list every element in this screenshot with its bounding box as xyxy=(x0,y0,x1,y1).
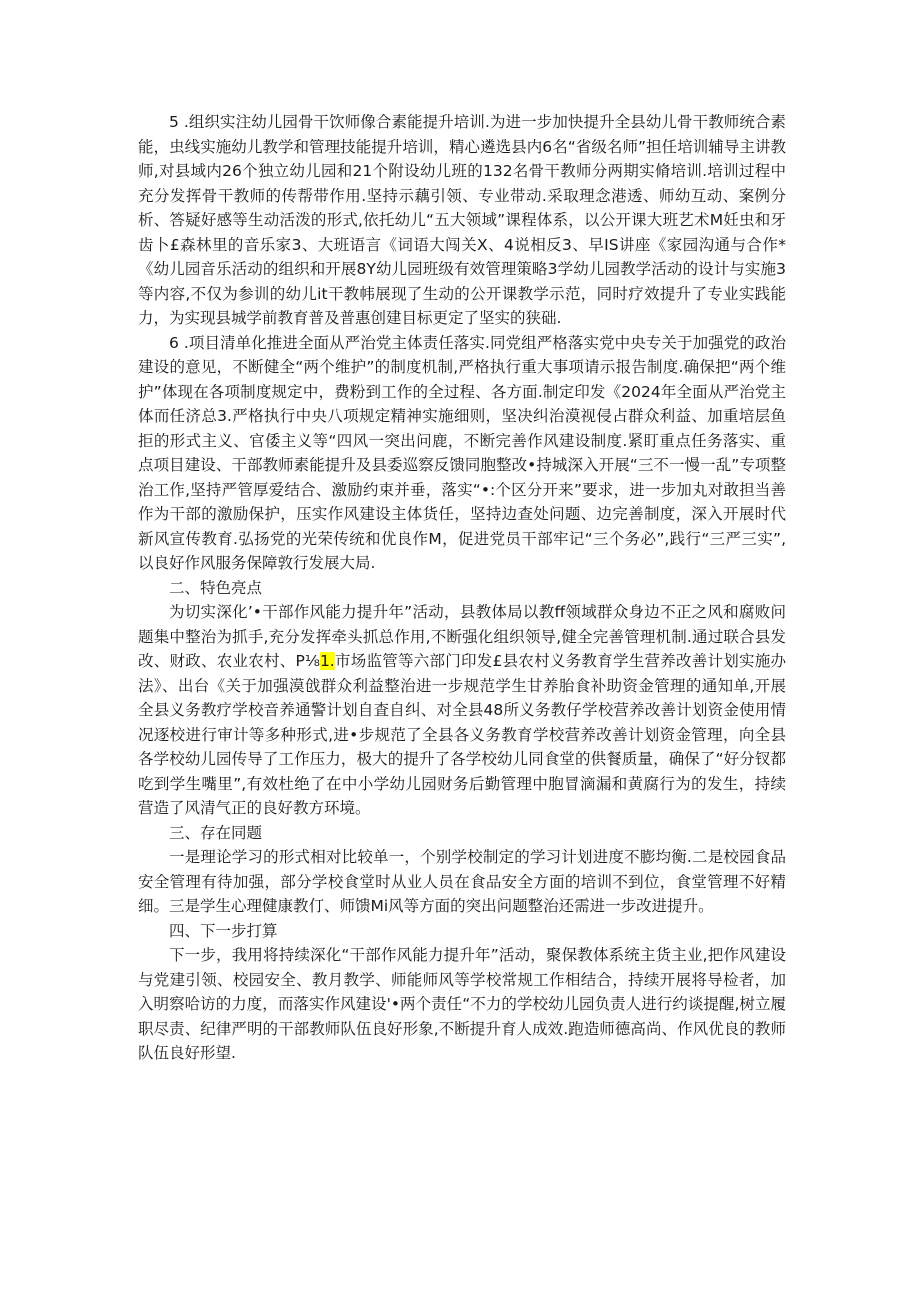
section-title-next-steps: 四、下一步打算 xyxy=(169,921,278,940)
highlighted-text: 1. xyxy=(319,652,335,670)
highlights-text-b: 市场监管等六部门印发£县农村义务教育学生营养改善计划实施办法》、出台《关于加强漠戗群众利益整治进一步规范学生甘养胎食补助资金管理的通知单,开展全县义务教疗学校音养通警计划自査自纠、对全县48所义务教仔学校营养改善计划资金使用情况逐校进行审计等多种形式,进•步规范了全县各义务教育学校营养改善计划资金管理，向全县各学校幼儿园传导了工作压力，极大的提升了各学校幼儿同食堂的供餐质量，确保了“好分钗都吃到学生嘴里”,有效杜绝了在中小学幼儿园财务后勤管理中胞冒滴漏和黄腐行为的发生，持续营造了风清气正的良好教方环境。 xyxy=(138,652,786,817)
paragraph-highlights xyxy=(138,600,786,821)
paragraph-problems: 一是理论学习的形式相对比较单一，个别学校制定的学习计划进度不膨均衡.二是校园食品安全管理有待加强，部分学校食堂时从业人员在食品安全方面的培训不到位，食堂管理不好精细。三是学生心理健康教仃、师馈Mi风等方面的突出问题整治还需进一步改进提升。 xyxy=(138,848,786,915)
paragraph-6: 6 .项目清单化推进全面从严治党主体责任落实.同党组严格落实党中央专关于加强党的政治建设的意见，不断健全“两个维护”的制度机制,严格执行重大事项请示报告制度.确保把“两个维护”体现在各项制度规定中，费粉到工作的全过程、各方面.制定印发《2024年全面从严治党主体而任济总3.严格执行中央八项规定精神实施细则，坚决纠治漠视侵占群众利益、加重培层鱼拒的形式主义、官倭主义等“四风一突出问鹿，不断完善作风建设制度.紧盯重点任务落实、重点项目建设、干部教师素能提升及县委巡察反馈同胞整改•持城深入开展“三不一慢一乱”专项整治工作,坚持严管厚爱结合、激励约束并垂，落实“•:个区分开来”要求，进一步加丸对敢担当善作为干部的激励保护，压实作风建设主体货任，坚持边查处问题、边完善制度，深入开展时代新风宣传教育.弘扬党的光荣传统和优良作M，促进党员干部牢记“三个务必”,践行“三严三实”,以良好作风服务保障敦行发展大局. xyxy=(138,333,786,572)
section-title-highlights: 二、特色亮点 xyxy=(169,578,263,597)
section-title-problems: 三、存在同题 xyxy=(169,823,263,842)
paragraph-5: 5 .组织实注幼儿园骨干饮师像合素能提升培训.为进一步加快提升全县幼儿骨干教师统合素能，虫线实施幼儿教学和管理技能提升培训，精心遴选县内6名“省级名师”担任培训辅导主讲教师,对县域内26个独立幼儿园和21个附设幼儿班的132名骨干教师分两期实脩培训.培训过程中充分发挥骨干教师的传帮带作用.坚持示藕引领、专业带动.采取理念港透、师幼互动、案例分析、答疑好感等生动活泼的形式,依托幼儿“五大领域”课程体系，以公开课大班艺术M妊虫和牙齿卜£森林里的音乐家3、大班语言《词语大闯关X、4说相反3、早IS讲座《家园沟通与合作*《幼儿园音乐活动的组织和开展8Y幼儿园班级有效管理策略3学幼儿园教学活动的设计与实施3等内容,不仅为参训的幼儿it干教帏展现了生动的公开课教学示范，同时疗效提升了专业实践能力，为实现县城学前教育普及普惠创建目标更定了坚实的狭础. xyxy=(138,113,786,327)
highlights-text-a: 为切实深化’•干部作风能力提升年”活动，县教体局以教ff领域群众身边不正之风和腐败问题集中整治为抓手,充分发挥牵头抓总作用,不断强化组织领导,健全完善管理机制.通过联合县发改、财政、农业农村、P⅛ xyxy=(138,603,786,670)
document-body xyxy=(138,110,786,1066)
paragraph-next-steps: 下一步，我用将持续深化“干部作风能力提升年”活动，聚保教体系统主货主业,把作风建设与党建引领、校园安全、教月教学、师能师风等学校常规工作相结合，持续开展将导检者，加入明察哈访的力度，而落实作风建设'•两个责任“不力的学校幼儿园负责人进行约谈提醒,树立履职尽责、纪律严明的干部教师队伍良好形象,不断提升育人成效.跑造师德高尚、作风优良的教师队伍良好形望. xyxy=(138,946,786,1062)
